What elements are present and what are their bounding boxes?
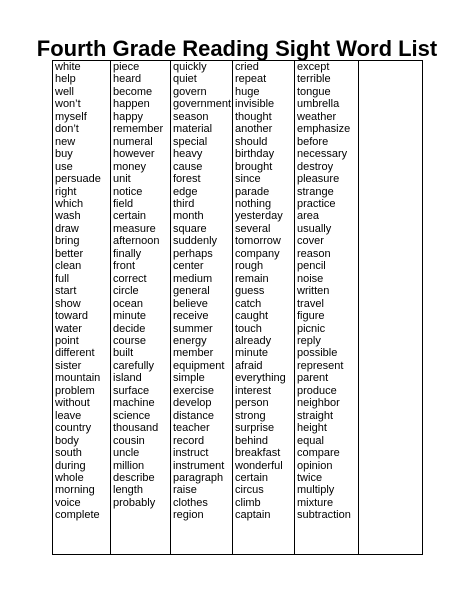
word-column-4	[233, 61, 295, 555]
list-item: certain	[235, 471, 269, 484]
list-item: field	[113, 197, 134, 210]
list-item: interest	[235, 384, 272, 397]
list-item: island	[113, 372, 142, 385]
list-item: breakfast	[235, 447, 281, 460]
list-item: height	[297, 422, 327, 435]
list-item: wash	[55, 210, 81, 223]
list-item: rough	[235, 260, 264, 273]
list-item: birthday	[235, 148, 275, 161]
list-item: necessary	[297, 148, 348, 161]
list-item: straight	[297, 409, 334, 422]
list-item: suddenly	[173, 235, 218, 248]
list-item: energy	[173, 334, 207, 347]
list-item: parent	[297, 372, 329, 385]
list-item: reason	[297, 247, 331, 260]
list-item: become	[113, 85, 153, 98]
list-item: yesterday	[235, 210, 283, 223]
list-item: invisible	[235, 98, 275, 111]
list-item: govern	[173, 85, 207, 98]
list-item: special	[173, 135, 208, 148]
list-item: region	[173, 509, 204, 522]
list-item: figure	[297, 310, 325, 323]
list-item: length	[113, 484, 143, 497]
list-item: point	[55, 334, 79, 347]
list-item: mountain	[55, 372, 101, 385]
list-item: exercise	[173, 384, 214, 397]
list-item: sister	[55, 359, 82, 372]
list-item: practice	[297, 197, 336, 210]
list-item: leave	[55, 409, 82, 422]
list-item: multiply	[297, 484, 335, 497]
list-item: tomorrow	[235, 235, 281, 248]
list-item: cause	[173, 160, 203, 173]
list-item: company	[235, 247, 280, 260]
list-item: complete	[55, 509, 100, 522]
list-item: instruct	[173, 447, 209, 460]
list-item: country	[55, 422, 92, 435]
list-item: another	[235, 123, 273, 136]
list-item: probably	[113, 496, 156, 509]
list-item: problem	[55, 384, 95, 397]
list-item: science	[113, 409, 151, 422]
list-item: teacher	[173, 422, 210, 435]
list-item: equal	[297, 434, 324, 447]
list-item: course	[113, 334, 147, 347]
list-item: subtraction	[297, 509, 351, 522]
list-item: morning	[55, 484, 95, 497]
list-item: decide	[113, 322, 146, 335]
list-item: body	[55, 434, 79, 447]
list-item: area	[297, 210, 320, 223]
list-item: carefully	[113, 359, 154, 372]
list-item: finally	[113, 247, 142, 260]
list-item: touch	[235, 322, 262, 335]
list-item: numeral	[113, 135, 153, 148]
word-column-6	[359, 61, 423, 555]
list-item: water	[55, 322, 82, 335]
list-item: minute	[235, 347, 269, 360]
list-item: captain	[235, 509, 271, 522]
list-item: afraid	[235, 359, 263, 372]
list-item: wonderful	[235, 459, 283, 472]
list-item: piece	[113, 61, 140, 73]
table-row	[53, 61, 423, 555]
list-item: thought	[235, 110, 272, 123]
list-item: quickly	[173, 61, 207, 73]
list-item: surprise	[235, 422, 275, 435]
list-item: catch	[235, 297, 262, 310]
list-item: buy	[55, 148, 73, 161]
list-item: before	[297, 135, 329, 148]
list-item: represent	[297, 359, 344, 372]
list-item: month	[173, 210, 204, 223]
list-item: huge	[235, 85, 260, 98]
list-item: strange	[297, 185, 334, 198]
list-item: money	[113, 160, 147, 173]
list-item: toward	[55, 310, 89, 323]
list-item: ocean	[113, 297, 143, 310]
list-item: receive	[173, 310, 209, 323]
list-item: minute	[113, 310, 147, 323]
list-item: uncle	[113, 447, 140, 460]
list-item: behind	[235, 434, 269, 447]
list-item: cried	[235, 61, 259, 73]
list-item: nothing	[235, 197, 272, 210]
list-item: built	[113, 347, 134, 360]
list-item: reply	[297, 334, 321, 347]
list-item: mixture	[297, 496, 334, 509]
list-item: caught	[235, 310, 269, 323]
list-item: clothes	[173, 496, 208, 509]
list-item: start	[55, 285, 77, 298]
list-item: different	[55, 347, 95, 360]
list-item: raise	[173, 484, 197, 497]
list-item: paragraph	[173, 471, 224, 484]
list-item: which	[55, 197, 84, 210]
list-item: full	[55, 272, 70, 285]
list-item: machine	[113, 397, 155, 410]
list-item: strong	[235, 409, 266, 422]
list-item: front	[113, 260, 136, 273]
list-item: season	[173, 110, 209, 123]
list-item: circus	[235, 484, 264, 497]
list-item: afternoon	[113, 235, 160, 248]
list-item: noise	[297, 272, 324, 285]
list-item: well	[55, 85, 74, 98]
list-item: umbrella	[297, 98, 340, 111]
list-item: usually	[297, 222, 332, 235]
list-item: pleasure	[297, 173, 340, 186]
list-item: remain	[235, 272, 269, 285]
list-item: surface	[113, 384, 150, 397]
list-item: without	[55, 397, 90, 410]
list-item: government	[173, 98, 232, 111]
list-item: million	[113, 459, 145, 472]
list-item: cover	[297, 235, 324, 248]
list-item: record	[173, 434, 205, 447]
list-item: perhaps	[173, 247, 213, 260]
list-item: everything	[235, 372, 286, 385]
list-item: bring	[55, 235, 80, 248]
list-item: right	[55, 185, 77, 198]
list-item: twice	[297, 471, 323, 484]
list-item: notice	[113, 185, 143, 198]
list-item: edge	[173, 185, 198, 198]
list-item: third	[173, 197, 195, 210]
list-item: neighbor	[297, 397, 340, 410]
list-item: draw	[55, 222, 79, 235]
list-item: happen	[113, 98, 150, 111]
list-item: travel	[297, 297, 324, 310]
list-item: already	[235, 334, 272, 347]
list-item: compare	[297, 447, 340, 460]
list-item: simple	[173, 372, 205, 385]
list-item: summer	[173, 322, 213, 335]
word-column-3	[171, 61, 233, 555]
word-column-5	[295, 61, 359, 555]
list-item: whole	[55, 471, 84, 484]
list-item: describe	[113, 471, 155, 484]
list-item: destroy	[297, 160, 334, 173]
list-item: remember	[113, 123, 164, 136]
sight-word-table	[52, 60, 423, 555]
list-item: circle	[113, 285, 139, 298]
list-item: show	[55, 297, 81, 310]
list-item: unit	[113, 173, 131, 186]
list-item: member	[173, 347, 214, 360]
list-item: believe	[173, 297, 208, 310]
list-item: persuade	[55, 173, 101, 186]
word-column-2	[111, 61, 171, 555]
list-item: material	[173, 123, 213, 136]
list-item: general	[173, 285, 210, 298]
list-item: terrible	[297, 73, 331, 86]
list-item: medium	[173, 272, 213, 285]
list-item: quiet	[173, 73, 197, 86]
list-item: correct	[113, 272, 147, 285]
list-item: clean	[55, 260, 82, 273]
list-item: except	[297, 61, 330, 73]
list-item: south	[55, 447, 82, 460]
list-item: however	[113, 148, 155, 161]
list-item: don’t	[55, 123, 79, 136]
list-item: thousand	[113, 422, 159, 435]
list-item: white	[55, 61, 81, 73]
list-item: person	[235, 397, 269, 410]
list-item: tongue	[297, 85, 331, 98]
list-item: picnic	[297, 322, 326, 335]
list-item: measure	[113, 222, 156, 235]
list-item: cousin	[113, 434, 145, 447]
list-item: square	[173, 222, 207, 235]
list-item: should	[235, 135, 268, 148]
list-item: since	[235, 173, 261, 186]
list-item: written	[297, 285, 330, 298]
list-item: help	[55, 73, 76, 86]
list-item: certain	[113, 210, 147, 223]
list-item: climb	[235, 496, 261, 509]
list-item: weather	[297, 110, 337, 123]
list-item: myself	[55, 110, 87, 123]
list-item: repeat	[235, 73, 267, 86]
list-item: during	[55, 459, 86, 472]
list-item: instrument	[173, 459, 225, 472]
list-item: new	[55, 135, 76, 148]
word-column-1	[53, 61, 111, 555]
list-item: center	[173, 260, 204, 273]
list-item: parade	[235, 185, 270, 198]
list-item: emphasize	[297, 123, 351, 136]
list-item: better	[55, 247, 84, 260]
list-item: won’t	[55, 98, 81, 111]
list-item: pencil	[297, 260, 326, 273]
list-item: opinion	[297, 459, 333, 472]
list-item: distance	[173, 409, 214, 422]
page-title: Fourth Grade Reading Sight Word List	[36, 36, 438, 61]
list-item: develop	[173, 397, 212, 410]
list-item: forest	[173, 173, 201, 186]
list-item: possible	[297, 347, 338, 360]
list-item: guess	[235, 285, 265, 298]
list-item: equipment	[173, 359, 225, 372]
list-item: several	[235, 222, 271, 235]
list-item: heavy	[173, 148, 203, 161]
list-item: happy	[113, 110, 143, 123]
list-item: produce	[297, 384, 337, 397]
list-item: brought	[235, 160, 273, 173]
list-item: heard	[113, 73, 142, 86]
list-item: voice	[55, 496, 81, 509]
list-item: use	[55, 160, 73, 173]
